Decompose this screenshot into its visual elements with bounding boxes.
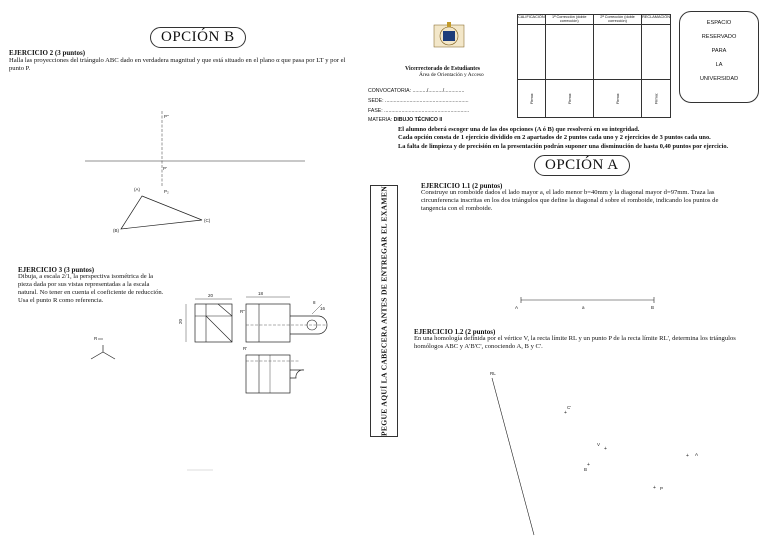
label-point-p: P	[660, 486, 664, 491]
label-c: (C)	[204, 218, 211, 223]
label-r2: R''	[240, 309, 245, 314]
ej11-text: Construye un romboide dados el lado mayor a, el lado menor b=40mm y la diagonal mayor d=97mm. Traza las circunferencia inscritas en los dos triángulos que define la diagonal d sobre el romboide, indicando los puntos de tangencia con el romboide.	[421, 189, 719, 212]
opcion-b-title: OPCIÓN B	[150, 27, 246, 48]
col-correccion-1: 1ª Corrección (doble corrección)	[545, 15, 593, 25]
firma-cell[interactable]: Firma:	[593, 80, 641, 118]
dim-18: 18	[258, 291, 264, 296]
institution-line1: Vicerrectorado de Estudiantes	[405, 66, 481, 72]
firma-cell[interactable]: Firma:	[545, 80, 593, 118]
label-p2b: P₂	[164, 189, 169, 194]
sede-line[interactable]: SEDE: ..........................................................	[368, 98, 469, 104]
reserved-line-1: ESPACIO	[706, 20, 732, 26]
ej12-text: En una homología definida por el vértice V, la recta límite RL y un punto P de la recta límite RL', determina los triángulos homólogos ABC y A'B'C', conociendo A, B y C'.	[414, 335, 736, 350]
label-v: V	[597, 442, 601, 447]
opcion-a-title: OPCIÓN A	[534, 155, 630, 176]
instruction-3: La falta de limpieza y de precisión en la presentación podrán suponer una disminución de hasta 0,40 puntos por ejercicio.	[398, 142, 729, 150]
dim-16: 16	[320, 306, 326, 311]
svg-text:+: +	[686, 453, 689, 459]
instruction-1: El alumno deberá escoger una de las dos opciones (A ó B) que resolverá en su integridad.	[398, 126, 640, 133]
reserved-line-5: UNIVERSIDAD	[699, 76, 739, 82]
svg-text:+: +	[564, 410, 567, 416]
materia-value: DIBUJO TÉCNICO II	[393, 117, 443, 123]
ej3-text: Dibuja, a escala 2/1, la perspectiva isométrica de la pieza dada por sus vistas representadas a la escala natural. No tener en cuenta el coeficiente de reducción. Usa el punto R como referencia.	[18, 273, 164, 304]
ej2-text: Halla las proyecciones del triángulo ABC dado en verdadera magnitud y que está situado en el plano α que pasa por LT y por el punto P.	[9, 57, 346, 72]
materia-label: MATERIA:	[368, 117, 393, 123]
label-a: (A)	[134, 187, 140, 192]
dim-20v: 20	[178, 318, 183, 324]
cabecera-text: PEGUE AQUÍ LA CABECERA ANTES DE ENTREGAR EL EXAMEN	[379, 185, 389, 437]
reserved-line-4: LA	[715, 62, 723, 68]
label-p2: P''	[164, 114, 169, 119]
label-point-a: A	[695, 452, 699, 457]
label-r1: R'	[243, 346, 248, 351]
convocatoria-line[interactable]: CONVOCATORIA: ........../........../..............	[368, 88, 465, 94]
instruction-2: Cada opción consta de 1 ejercicio dividido en 2 apartados de 2 puntos cada uno y 2 ejercicios de 3 puntos cada uno.	[398, 134, 711, 142]
col-reclamacion: RECLAMACIÓN	[642, 15, 671, 25]
label-seg-a-start: A	[515, 305, 519, 310]
label-seg-a-end: B	[651, 305, 655, 310]
ej12-heading: EJERCICIO 1.2 (2 puntos)	[414, 328, 496, 336]
svg-text:+: +	[653, 485, 656, 491]
label-p1: P'	[163, 166, 167, 171]
col-calificacion: CALIFICACIÓN	[518, 15, 546, 25]
institution-line2: Área de Orientación y Acceso	[419, 72, 484, 78]
label-r: R	[94, 336, 98, 341]
ej3-heading: EJERCICIO 3 (3 puntos)	[18, 266, 95, 274]
ej2-heading: EJERCICIO 2 (3 puntos)	[9, 49, 86, 57]
svg-text:+: +	[587, 462, 590, 468]
firma-cell[interactable]: Firma:	[642, 80, 671, 118]
label-point-b: B	[584, 467, 588, 472]
col-correccion-2: 2ª Corrección (doble corrección)	[593, 15, 641, 25]
reserved-line-2: RESERVADO	[701, 34, 737, 40]
label-seg-a: a	[582, 305, 585, 310]
dim-20: 20	[208, 293, 214, 298]
svg-text:+: +	[604, 446, 607, 452]
label-rl: RL	[490, 371, 496, 376]
fase-line[interactable]: FASE: ...........................................................	[368, 108, 470, 114]
limit-line-rl	[492, 378, 534, 535]
label-b: (B)	[113, 228, 119, 233]
firma-cell[interactable]: Firma:	[518, 80, 546, 118]
label-c-prime: C'	[567, 405, 572, 410]
ej11-heading: EJERCICIO 1.1 (2 puntos)	[421, 182, 503, 190]
reserved-line-3: PARA	[711, 48, 727, 54]
dim-8: 8	[313, 300, 316, 305]
